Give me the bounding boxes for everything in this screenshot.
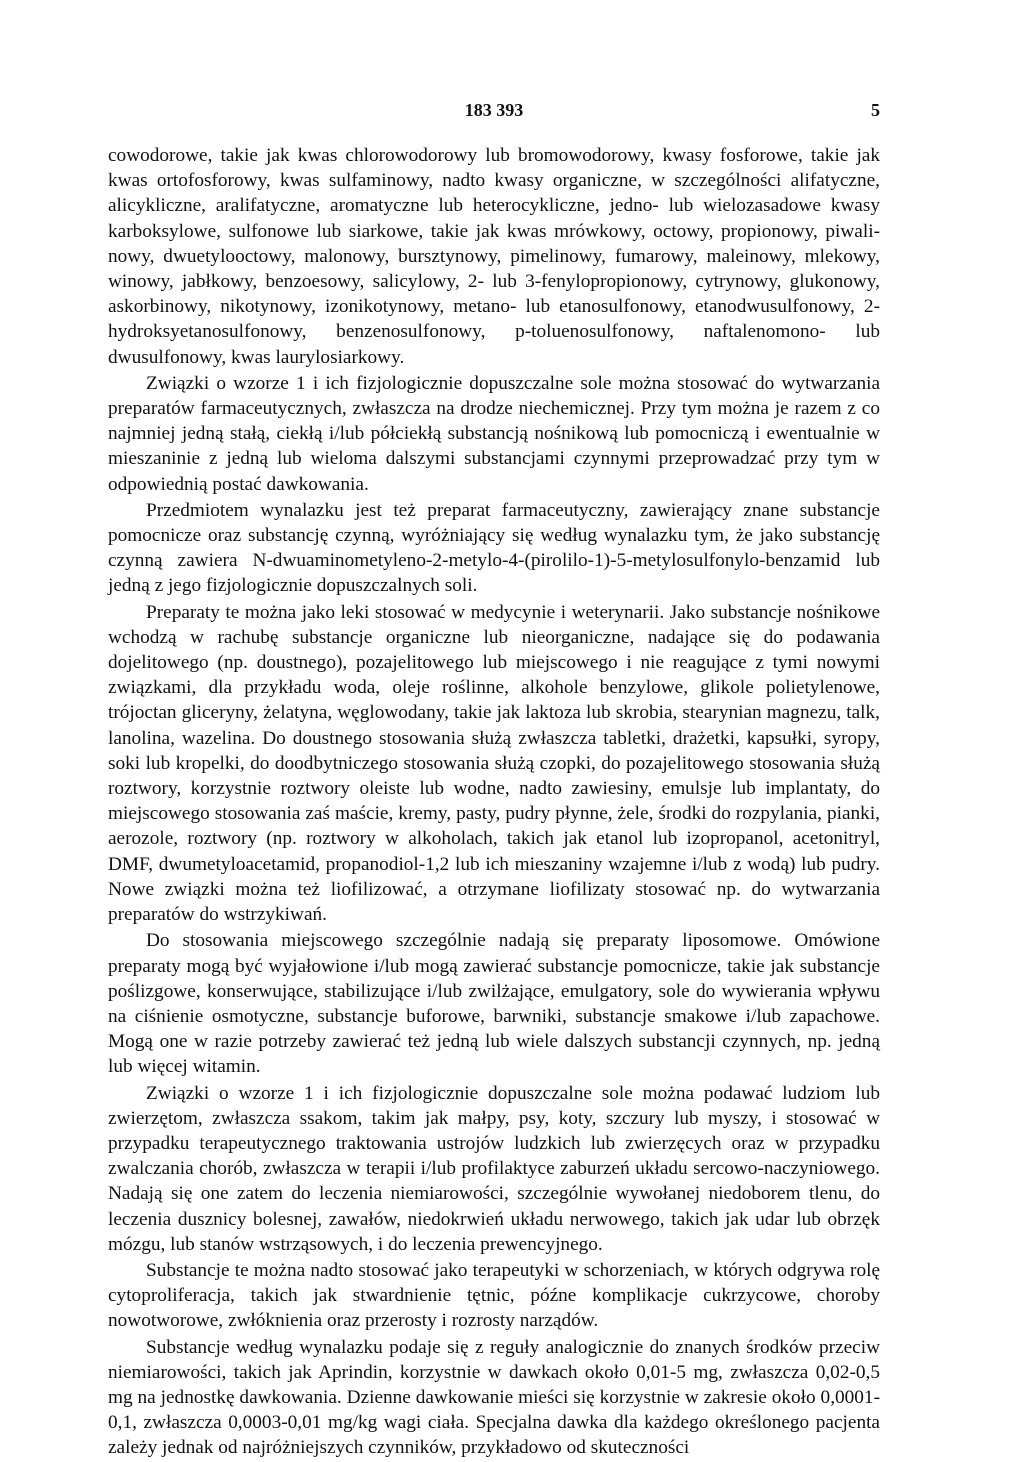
page-number: 5 — [871, 100, 880, 120]
paragraph-cytoproliferation: Substancje te można nadto stosować jako terapeutyki w schorzeniach, w których odgrywa rolę cytoproliferacja, takich jak stwardnienie tętnic, późne komplikacje cukrzycowe, choroby nowotworowe, zwłóknienia oraz przerosty i rozrosty narządów. — [108, 1259, 880, 1332]
paragraph-invention-subject: Przedmiotem wynalazku jest też preparat farmaceutyczny, zawierający znane substancje pomocnicze oraz substancję czynną, wyróżniający się według wynalazku tym, że jako substancję czynną zawiera N-dwuaminometyleno-2-metylo-4-(pirolilo-1)-5-metylosulfonylo-benzamid lub jedną z jego fizjologicznie dopuszczalnych soli. — [108, 499, 880, 597]
page-header — [108, 100, 880, 124]
page-body — [108, 143, 880, 1462]
paragraph-liposome-preparations: Do stosowania miejscowego szczególnie nadają się preparaty liposomowe. Omówione preparaty mogą być wyjałowione i/lub mogą zawierać substancje pomocnicze, takie jak substancje poślizgowe, konserwujące, stabilizujące i/lub zwilżające, emulgatory, sole do wywierania wpływu na ciśnienie osmotyczne, substancje buforowe, barwniki, substancje smakowe i/lub zapachowe. Mogą one w razie potrzeby zawierać też jedną lub wiele dalszych substancji czynnych, np. jedną lub więcej witamin. — [108, 930, 880, 1078]
paragraph-pharmaceutical-preparations: Związki o wzorze 1 i ich fizjologicznie dopuszczalne sole można stosować do wytwarzania preparatów farmaceutycznych, zwłaszcza na drodze niechemicznej. Przy tym można je razem z co najmniej jedną stałą, ciekłą i/lub półciekłą substancją nośnikową lub pomocniczą i ewentualnie w mieszaninie z jedną lub wieloma dalszymi substancjami czynnymi przeprowadzać przy tym w odpowiednią postać dawkowania. — [108, 372, 880, 495]
paragraph-salt-acids: cowodorowe, takie jak kwas chlorowodorowy lub bromowodorowy, kwasy fosforowe, takie jak kwas ortofosforowy, kwas sulfaminowy, nadto kwasy organiczne, w szczególności alifatyczne, alicykliczne, aralifatyczne, aromatyczne lub heterocykliczne, jedno- lub wielozasadowe kwasy karboksylowe, sulfonowe lub siarkowe, takie jak kwas mrówkowy, octowy, propionowy, piwalinowy, dwuetylooctowy, malonowy, bursztynowy, pimelinowy, fumarowy, maleinowy, mlekowy, winowy, jabłkowy, benzoesowy, salicylowy, 2- lub 3-fenylopropionowy, cytrynowy, glukonowy, askorbinowy, nikotynowy, izonikotynowy, metano- lub etanosulfonowy, etanodwusulfonowy, 2-hydroksyetanosulfonowy, benzenosulfonowy, p-toluenosulfonowy, naftalenomono- lub dwusulfonowy, kwas laurylosiarkowy. — [108, 145, 880, 368]
paragraph-dosage: Substancje według wynalazku podaje się z reguły analogicznie do znanych środków przeciw niemiarowości, takich jak Aprindin, korzystnie w dawkach około 0,01-5 mg, zwłaszcza 0,02-0,5 mg na jednostkę dawkowania. Dzienne dawkowanie mieści się korzystnie w zakresie około 0,0001-0,1, zwłaszcza 0,0003-0,01 mg/kg wagi ciała. Specjalna dawka dla każdego określonego pacjenta zależy jednak od najróżniejszych czynników, przykładowo od skuteczności — [108, 1336, 880, 1459]
paragraph-therapeutic-use: Związki o wzorze 1 i ich fizjologicznie dopuszczalne sole można podawać ludziom lub zwierzętom, zwłaszcza ssakom, takim jak małpy, psy, koty, szczury lub myszy, i stosować w przypadku terapeutycznego traktowania ustrojów ludzkich lub zwierzęcych oraz w przypadku zwalczania chorób, zwłaszcza w terapii i/lub profilaktyce zaburzeń układu sercowo-naczyniowego. Nadają się one zatem do leczenia niemiarowości, szczególnie wywołanej niedoborem tlenu, do leczenia dusznicy bolesnej, zawałów, niedokrwień układu nerwowego, takich jak udar lub obrzęk mózgu, lub stanów wstrząsowych, i do leczenia prewencyjnego. — [108, 1082, 880, 1255]
paragraph-carrier-substances: Preparaty te można jako leki stosować w medycynie i weterynarii. Jako substancje nośnikowe wchodzą w rachubę substancje organiczne lub nieorganiczne, nadające się do podawania dojelitowego (np. doustnego), pozajelitowego lub miejscowego i nie reagujące z tymi nowymi związkami, dla przykładu woda, oleje roślinne, alkohole benzylowe, glikole polietylenowe, trójoctan gliceryny, żelatyna, węglowodany, takie jak laktoza lub skrobia, stearynian magnezu, talk, lanolina, wazelina. Do doustnego stosowania służą zwłaszcza tabletki, drażetki, kapsułki, syropy, soki lub kropelki, do doodbytniczego stosowania służą czopki, do pozajelitowego stosowania służą roztwory, korzystnie roztwory oleiste lub wodne, nadto zawiesiny, emulsje lub implantaty, do miejscowego stosowania zaś maście, kremy, pasty, pudry płynne, żele, środki do rozpylania, pianki, aerozole, roztwory (np. roztwory w alkoholach, takich jak etanol lub izopropanol, acetonitryl, DMF, dwumetyloacetamid, propanodiol-1,2 lub ich mieszaniny wzajemne i/lub z wodą) lub pudry. Nowe związki można też liofilizować, a otrzymane liofilizaty stosować np. do wytwarzania preparatów do wstrzykiwań. — [108, 601, 880, 926]
document-number: 183 393 — [464, 100, 524, 120]
